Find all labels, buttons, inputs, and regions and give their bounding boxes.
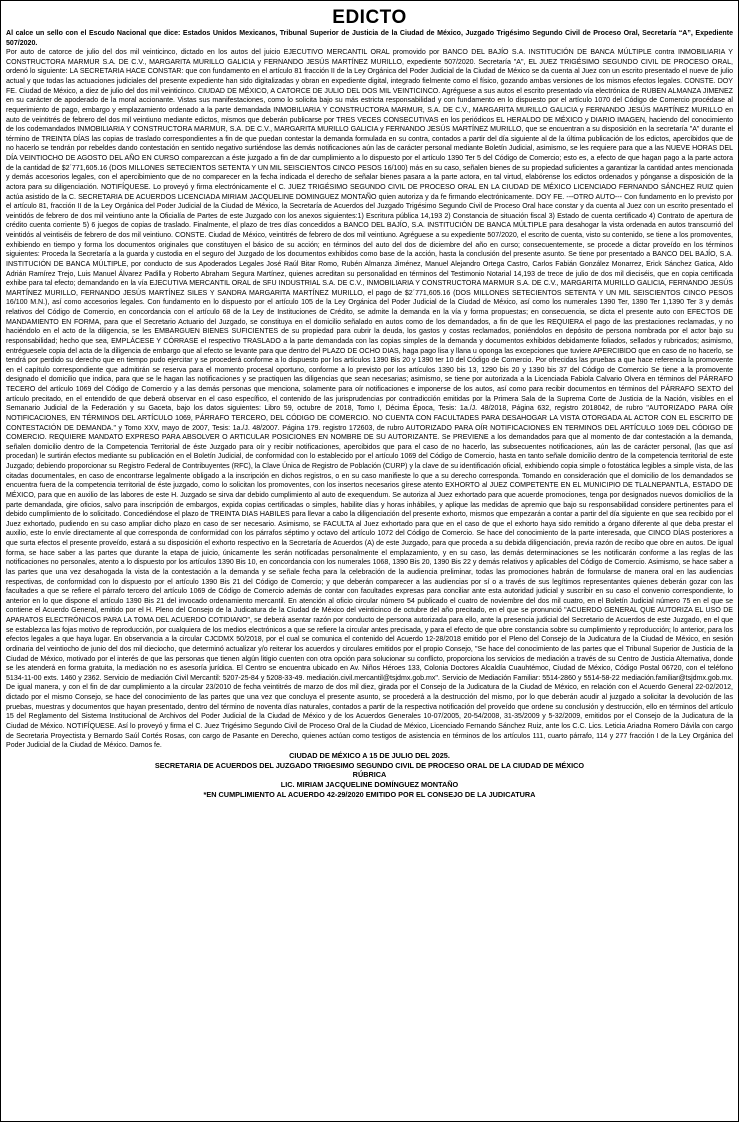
rubrica-line: RÚBRICA — [352, 770, 387, 780]
signer-name: LIC. MIRIAM JACQUELINE DOMÍNGUEZ MONTAÑO — [280, 779, 459, 789]
office-line: SECRETARIA DE ACUERDOS DEL JUZGADO TRIGESIMO SEGUNDO CIVIL DE PROCESO ORAL DE LA CIUDAD DE MÉXICO — [154, 760, 585, 770]
seal-description: Al calce un sello con el Escudo Nacional que dice: Estados Unidos Mexicanos, Tribunal Superior de Justicia de la Ciudad de México, Juzgado Trigésimo Segundo Civil de Proceso Oral, Secretaría “A”, Expediente 507/2020. — [6, 30, 733, 47]
compliance-note: *EN CUMPLIMIENTO AL ACUERDO 42-29/2020 EMITIDO POR EL CONSEJO DE LA JUDICATURA — [203, 789, 536, 799]
date-line: CIUDAD DE MÉXICO A 15 DE JULIO DEL 2025. — [289, 750, 450, 760]
closing-block — [6, 751, 733, 800]
resolution-text: Por auto de catorce de julio del dos mil veinticinco, dictado en los autos del juicio EJECUTIVO MERCANTIL ORAL promovido por BANCO DEL BAJÍO S.A. INSTITUCIÓN DE BANCA MÚLTIPLE contra INMOBILIARIA Y CONSTRUCTORA MARMUR S.A. DE C.V., MARGARITA MURILLO GALICIA y FERNANDO JESÚS MARTÍNEZ MURILLO, expediente 507/2020. Secretaría "A", EL JUEZ TRIGÉSIMO SEGUNDO CIVIL DE PROCESO ORAL, ordenó lo siguiente: LA SECRETARIA HACE CONSTAR: que con fundamento en el artículo 81 fracción II de la Ley Orgánica del Poder Judicial de la Ciudad de México se da cuenta al Juez con un escrito presentado el nueve de julio actual y que todas las actuaciones judiciales del presente expediente han sido digitalizadas y obran en expediente digital, integrado fielmente como el físico, gozando ambas versiones de los mismos efectos legales. CONSTE. DOY FE. Ciudad de México, a diez de julio del dos mil veinticinco. CIUDAD DE MÉXICO, A CATORCE DE JULIO DEL DOS MIL VEINTICINCO. Agréguese a sus autos el escrito presentado vía electrónica de RUBEN ALMANZA JIMENEZ en su carácter de apoderado de la moral accionante. Vistas sus manifestaciones, como lo solicita bajo su más estricta responsabilidad y con fundamento en lo dispuesto por el artículo 1070 del Código de Comercio procédase al requerimiento de pago, embargo y emplazamiento ordenado a la parte demandada INMOBILIARIA Y CONSTRUCTORA MARMUR, S.A. DE C.V., MARGARITA MURILLO GALICIA y FERNANDO JESÚS MARTÍNEZ MURILLO en auto de veintitrés de febrero del dos mil veintiuno mediante edictos, mismos que deberán publicarse por TRES VECES CONSECUTIVAS en los periódicos EL HERALDO DE MÉXICO y DIARIO IMAGEN, haciendo del conocimiento de los codemandados INMOBILIARIA Y CONSTRUCTORA MARMUR, S.A. DE C.V., MARGARITA MURILLO GALICIA y FERNANDO JESÚS MARTÍNEZ MURILLO, que se encuentran a su disposición en la secretaría "A" durante el término de TREINTA DÍAS las copias de traslado correspondientes a fin de que puedan contestar la demanda formulada en su contra, contados a partir del día siguiente al de la última publicación de los edictos, apercibidos que de no hacerlo se tendrán por rebeldes dando contestación en sentido negativo surtiéndose las demás notificaciones aún las de carácter personal mediante Boletín Judicial, asimismo, se les requiere para que a las NUEVE HORAS DEL DÍA VEINTIOCHO DE AGOSTO DEL AÑO EN CURSO comparezcan a éste juzgado a fin de dar cumplimiento a lo dispuesto por el artículo 1390 Ter 5 del Código de Comercio; esto es, a efecto de que hagan pago a la parte actora de la cantidad de $2´771,605.16 (DOS MILLONES SETECIENTOS SETENTA Y UN MIL SEISCIENTOS CINCO PESOS 16/100) más en su caso, señalen bienes de su propiedad suficientes a garantizar la cantidad antes mencionada y demás accesorios legales, con el apercibimiento que de no comparecer en la fecha indicada el derecho de señalar bienes pasara a la parte actora, en tal virtud, elabórense los edictos ordenados y pónganse a disposición de la actora para su diligenciación. NOTIFÍQUESE. Lo proveyó y firma electrónicamente el C. JUEZ TRIGÉSIMO SEGUNDO CIVIL DE PROCESO ORAL EN LA CIUDAD DE MÉXICO LICENCIADO FERNANDO SÁNCHEZ RUIZ quien actúa asistido de la C. SECRETARIA DE ACUERDOS LICENCIADA MIRIAM JACQUELINE DOMINGUEZ MONTAÑO quien autoriza y da fe firmando electrónicamente. DOY FE. ---OTRO AUTO--- Con fundamento en lo previsto por el artículo 81, fracción II de la Ley Orgánica del Poder Judicial de la Ciudad de México, la Secretaría de Acuerdos del Juzgado Trigésimo Segundo Civil de Proceso Oral hace constar y da cuenta al Juez con un escrito presentado el veintidós de febrero de dos mil veintiuno ante la Oficialía de Partes de este Juzgado con los anexos siguientes:1) Escritura pública 14,193 2) Constancia de situación fiscal 3) Estado de cuenta certificado 4) Contrato de apertura de crédito cuenta corriente 5) 6 juegos de copias de traslado. Finalmente, el plazo de tres días concedidos a BANCO DEL BAJÍO, S.A. INSTITUCIÓN DE BANCA MÚLTIPLE para desahogar la vista ordenada en autos transcurrió del veintidós al veintiséis de febrero de dos mil veintiuno. CONSTE. Ciudad de México, veintitrés de febrero de dos mil veintiuno. Agréguese a su expediente 507/2020, el escrito de cuenta, visto su contenido, se tiene a los promoventes, exhibiendo en tiempo y forma los documentos originales que constituyen el básico de su acción; en términos del auto del dos de diciembre del año en curso; consecuentemente, se procede a dictar proveído en los términos siguientes: Proceda la Secretaría a la guarda y custodia en el seguro del Juzgado de los documentos exhibidos como base de la acción, hasta la conclusión del presente asunto. Se tiene por presentado a BANCO DEL BAJÍO, S.A. INSTITUCIÓN DE BANCA MÚLTIPLE, por conducto de sus Apoderados Legales José Raúl Bitar Romo, Rubén Almanza Jiménez, Manuel Alejandro Ortega Castro, Carlos Fabián González Monarrez, Erick Sánchez Gatica, Aldo Adrián Ramírez Trejo, Luis Manuel Álvarez Padilla y Roberto Abraham Segura Martínez, quienes acreditan su personalidad en términos del Testimonio Notarial 14,193 de trece de julio de dos mil dieciséis, que en copia certificada exhibe para tal efecto; demandando en la vía EJECUTIVA MERCANTIL ORAL de SFU INDUSTRIAL S.A. DE C.V., INMOBILIARIA Y CONSTRUCTORA MARMUR S.A. DE C.V., MARGARITA MURILLO GALICIA, FERNANDO JESÚS MARTÍNEZ MURILLO, FERNANDO JESÚS MARTÍNEZ SILES Y SANDRA MARGARITA MARTÍNEZ MURILLO, el pago de $2´771,605.16 (DOS MILLONES SETECIENTOS SETENTA Y UN MIL SEISCIENTOS CINCO PESOS 16/100 M.N.), así como accesorios legales. Con fundamento en lo dispuesto por el artículo 105 de la Ley Orgánica del Poder Judicial de la Ciudad de México, así como los numerales 1390 Ter, 1390 Ter 1,1390 Ter 3 y demás relativos del Código de Comercio, en concordancia con el artículo 68 de la Ley de Instituciones de Crédito, se admite la demanda en la vía y forma propuestas; en consecuencia, se dicta el presente auto con EFECTOS DE MANDAMIENTO EN FORMA, para que el Secretario Actuario del Juzgado, se constituya en el domicilio señalado en autos como de los demandados, a fin de que les REQUIERA el pago de las prestaciones reclamadas, y no haciéndolo en el acto de la diligencia, se les EMBARGUEN BIENES SUFICIENTES de su propiedad para cubrir la deuda, los gastos y costas reclamados, poniéndolos en depósito de persona nombrada por el actor bajo su responsabilidad; hecho que sea, EMPLÁCESE Y CÓRRASE el respectivo TRASLADO a la parte demandada con las copias simples de la demanda y documentos exhibidos debidamente foliados, sellados y rubricados; asimismo, entréguesele copia del acta de la diligencia de embargo que al efecto se levante para que dentro del PLAZO DE OCHO DIAS, haga pago lisa y llana u oponga las excepciones que tuviere APERCIBIDO que en caso de no hacerlo, se tendrá por perdido su derecho que en tiempo pudo ejercitar y se procederá conforme a lo dispuesto por los artículos 1390 Bis 20 y 1390 ter 10 del Código de Comercio. Por ofrecidas las pruebas a que hace referencia la promovente en el capítulo correspondiente que admitirán se reserva para el momento procesal oportuno, conforme a lo previsto por los artículos 1390 bis 13, 1290 bis 20 y 1390 bis 37 del Código de Comercio Se tiene a la promovente designado el domicilio que indica, para que se le hagan las notificaciones y se practiquen las diligencias que sean necesarias; asimismo, se tiene por autorizada a la Licenciada Fabiola Calvario Olvera en términos del PÁRRAFO TECERO del artículo 1069 del Código de Comercio y a las demás personas que menciona, solamente para oír notificaciones e imponerse de los autos, así como para recibir documentos en términos del PÁRRAFO SEXTO del artículo precitado, en el entendido de que deberá observar en el caso específico, el contenido de las jurisprudencias por contradicción emitidas por la Primera Sala de la Suprema Corte de Justicia de la Nación, visibles en el Semanario Judicial de la Federación y su Gaceta, bajo los datos siguientes: Libro 59, octubre de 2018, Tomo I, Décima Época, Tesis: 1a./J. 48/2018, Página 632, registro 2018042, de rubro "AUTORIZADO PARA OÍR NOTIFICACIONES, EN TÉRMINOS DEL ARTÍCULO 1069, PÁRRAFO TERCERO, DEL CÓDIGO DE COMERCIO. NO CUENTA CON FACULTADES PARA DESAHOGAR LA VISTA OTORGADA AL ACTOR CON EL ESCRITO DE CONTESTACIÓN DE DEMANDA." y Tomo XXV, mayo de 2007, Tesis: 1a./J. 48/2007. Página 179. registro 172603, de rubro AUTORIZADO PARA OÍR NOTIFICACIONES EN TERMINOS DEL ARTÍCULO 1069 DEL CÓDIGO DE COMERCIO. REQUIERE MANDATO EXPRESO PARA ABSOLVER O ARTICULAR POSICIONES EN NOMBRE DE SU AUTORIZANTE. Se PREVIENE a los demandados para que al momento de dar contestación a la demanda, señalen domicilio dentro de la Competencia Territorial de éste Juzgado para oír y recibir notificaciones, apercibidos que para el caso de no hacerlo, las subsecuentes notificaciones, aún las de carácter personal, (las que así procedan) le surtirán efectos mediante su publicación en el Boletín Judicial, de conformidad con lo establecido por el artículo 1069 del Código de Comercio, hasta en tanto señale domicilio dentro de la competencia territorial de este Juzgado; debiendo proporcionar su Registro Federal de Contribuyentes (RFC), la Clave Única de Registro de Población (CURP) y la clave de su identificación oficial, exhibiendo copia simple o fotostática legibles a simple vista, de las citadas documentales, en caso de encontrarse legalmente obligado a la inscripción en dichos registros, o en su caso manifieste lo que a su derecho corresponda. Tomando en consideración que el domicilio de los demandados se encuentra fuera de la competencia territorial de éste juzgado, como lo solicitan los promoventes, con los insertos necesarios gírese atento EXHORTO al JUEZ COMPETENTE EN EL MUNICIPIO DE TLALNEPANTLA, ESTADO DE MÉXICO, para que en auxilio de las labores de este H. Juzgado se sirva dar debido cumplimiento al auto de exequendum. Se autoriza al Juez exhortado para que acuerde promociones, tenga por designados nuevos domicilios de la parte demandada, gire oficios, salvo para inscripción de embargos, expida copias certificadas o simples, habilite días y horas inhábiles, y aplique las medidas de apremio que bajo su responsabilidad considere pertinentes para el debido cumplimiento de lo solicitado. Concediéndose el plazo de TREINTA DIAS HABILES para llevar a cabo la diligenciación del presente exhorto, mismos que empezarán a contar a partir del día siguiente en que sea recibido por el Juez exhortado, pudiendo en su caso ampliar dicho plazo en caso de ser necesario. Asimismo, se FACULTA al Juez exhortado para que en el caso de que el exhorto haya sido remitido a órgano diferente al que deba prestar el auxilio, este lo envíe directamente al que corresponda de conformidad con los párrafos séptimo y octavo del artículo 1072 del Código de Comercio. Se hace del conocimiento de la parte interesada, que CINCO DÍAS posteriores a que surta efectos el presente proveído, estará a su disposición el exhorto respectivo en la Secretaría de Acuerdos (A) de este Juzgado, para que proceda a su debida diligenciación, previa razón de recibo que obre en autos. De igual forma, se hace saber a las partes que durante la etapa de juicio, únicamente les serán notificadas personalmente el emplazamiento, y en su caso, las demás determinaciones se les notificarán conforme a las reglas de las notificaciones no personales, atento a lo dispuesto por los artículos 1390 Bis 10, en concordancia con los numerales 1068, 1390 Bis 20, 1390 Bis 22 y demás relativos y aplicables del Código de Comercio. Asimismo, se hace saber a las partes que una vez desahogada la vista de la contestación a la demanda y se señale fecha para la celebración de la audiencia preliminar, todas las promociones habrán de formularse de manera oral en las audiencias respectivas, de conformidad con lo dispuesto por el artículo 1390 Bis 21 del Código de Comercio; y que deberán comparecer a las audiencias por sí o a través de sus legítimos representantes quienes deberán gozar con las facultades a que se refiere el párrafo tercero del artículo 1069 de Código de Comercio además de contar con facultades expresas para conciliar ante esta autoridad judicial y suscribir en su caso el convenio correspondiente, lo anterior en lo que dispone el artículo 1390 Bis 21 del invocado ordenamiento mercantil. En atención al oficio circular número 54 publicado el cuatro de noviembre del dos mil cuatro, en el Boletín Judicial número 75 en el que se contiene el Acuerdo General, emitido por el H. Pleno del Consejo de la Judicatura de la Ciudad de México del veinticinco de octubre del año precitado, en el que se pronunció "ACUERDO GENERAL QUE AUTORIZA EL USO DE APARATOS ELECTRÓNICOS PARA LA TOMA DEL ACUERDO COTIDIANO", se deberá asentar razón por conducto de persona autorizada para ello, ante la presencia judicial del Secretario de Acuerdos de este Juzgado, en el que se establezca las fojas motivo de reproducción, por cualquiera de los medios electrónicos a que se refiere la circular antes precisada, y para el efecto de que obre constancia sobre su cumplimiento y reproducción; lo anterior, para los efectos legales a que haya lugar. En observancia a la circular CJCDMX 50/2018, por el cual se comunica el contenido del Acuerdo 12-28/2018 emitido por el Pleno del Consejo de la Judicatura de la Ciudad de México, en sesión ordinaria del veintiocho de junio del dos mil dieciocho, que determinó actualizar y/o reiterar los acuerdos y circulares emitidos por el propio Consejo, "Se hace del conocimiento de las partes que el Tribunal Superior de Justicia de la Ciudad de México, motivado por el interés de que las personas que tienen algún litigio cuenten con otra opción para solucionar su conflicto, proporciona los servicios de mediación a través de su Centro de Justicia Alternativa, donde se les atenderá en forma gratuita, la mediación no es asesoría jurídica. El Centro se encuentra ubicado en Av. Niños Héroes 133, Colonia Doctores Alcaldía Cuauhtémoc, Ciudad de México, Código Postal 06720, con el teléfono 5134-11-00 exts. 1460 y 2362. Servicio de mediación Civil Mercantil: 5207-25-84 y 5208-33-49. mediación.civil.mercantil@tsjdmx.gob.mx". Servicio de Mediación Familiar: 5514-2860 y 5514-58-22 mediación.familiar@tsjdmx.gob.mx. De igual manera, y con el fin de dar cumplimiento a la circular 23/2010 de fecha veintitrés de marzo de dos mil diez, girada por el Consejo de la Judicatura de la Ciudad de México, en relación con el Acuerdo General 22-02/2012, dictado por el mismo Consejo, se hace del conocimiento de las partes que una vez que concluya el presente asunto, se procederá a la destrucción del mismo, por lo que deberán acudir al juzgado a solicitar la devolución de las pruebas, muestras y documentos que hayan presentado, dentro del término de noventa días naturales, contados a partir de la respectiva notificación del proveído que ordene su conclusión y destrucción, ello en términos del artículo 15 del Reglamento del Sistema Institucional de Archivos del Poder Judicial de la Ciudad de México y de los Acuerdos Generales 10-07/2005, 20-54/2008, 31-35/2009 y 5-32/2009, emitidos por el Consejo de la Judicatura de la Ciudad de México. NOTIFÍQUESE. Así lo proveyó y firma el C. Juez Trigésimo Segundo Civil de Proceso Oral de la Ciudad de México, Licenciado Fernando Sánchez Ruiz, ante los C.C. Lics. Leticia Ariadna Romero Dávila con cargo de Secretaria Proyectista y Bernardo Saúl Cortés Rosas, con cargo de Pasante en Derecho, quienes actúan como testigos de asistencia en términos de los artículos 111, cuarto párrafo, 114 y 277 fracción I de la Ley Orgánica del Poder Judicial de la Ciudad de México. Damos fe. — [6, 49, 733, 750]
edicto-title: EDICTO — [332, 7, 407, 28]
